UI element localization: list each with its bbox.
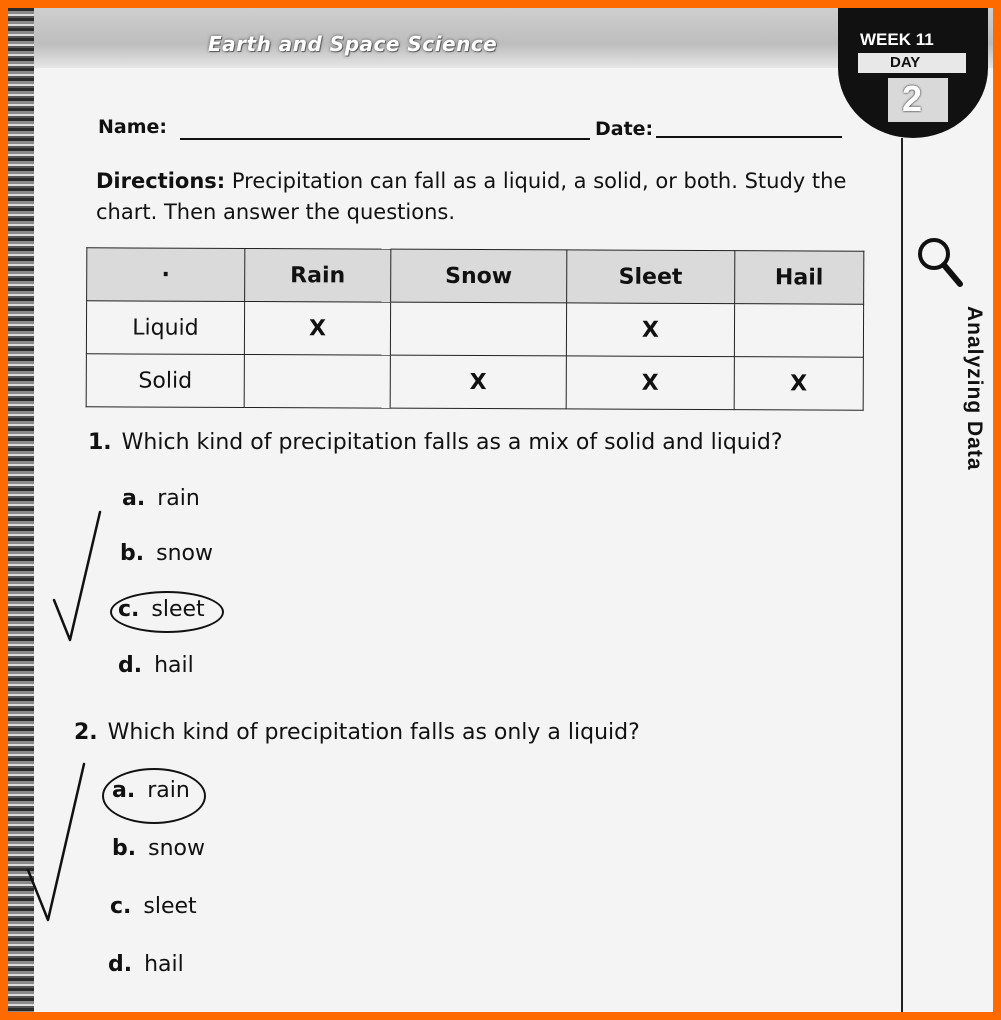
name-label: Name: [98,116,168,138]
question-number: 2. [74,720,98,745]
column-header-hail: Hail [734,251,863,305]
directions [96,166,856,228]
badge-week: WEEK 11 [860,30,934,49]
question-1 [88,430,783,455]
q1-option-a[interactable] [122,486,200,511]
option-letter: a. [122,486,146,511]
precipitation-chart [86,247,865,410]
column-header-snow: Snow [391,249,567,303]
option-text: sleet [143,894,197,919]
row-label: Solid [86,354,244,408]
answer-circle [102,768,206,824]
answer-circle [110,591,224,633]
table-row-liquid [86,301,863,357]
week-day-badge [838,8,988,138]
option-text: snow [148,836,205,861]
option-letter: b. [120,541,145,566]
table-cell [734,304,863,358]
directions-text: Precipitation can fall as a liquid, a solid, or both. Study the chart. Then answer the questions. [96,169,847,224]
option-letter: c. [118,597,140,622]
question-text: Which kind of precipitation falls as a mix of solid and liquid? [121,430,783,455]
column-header-rain: Rain [245,248,391,302]
side-divider [901,138,903,1012]
date-field-line[interactable] [656,136,842,138]
option-letter: b. [112,836,137,861]
worksheet-page [8,8,993,1012]
option-letter: d. [118,653,143,678]
question-2 [74,720,640,745]
option-text: sleet [151,597,205,622]
q1-option-d[interactable] [118,653,194,678]
q1-option-b[interactable] [120,541,213,566]
magnifier-icon [916,236,966,296]
q2-option-b[interactable] [112,836,205,861]
table-cell: X [734,357,863,411]
checkmark-icon [48,508,108,648]
option-text: snow [156,541,213,566]
column-header-sleet: Sleet [567,250,735,304]
option-text: hail [144,952,184,977]
option-letter: a. [112,778,136,803]
table-cell [390,302,566,356]
badge-day-number: 2 [902,78,923,119]
option-text: hail [154,653,194,678]
section-title: Earth and Space Science [208,32,498,56]
directions-label: Directions: [96,169,226,193]
table-corner: · [87,248,245,302]
table-cell: X [390,355,566,409]
table-cell: X [566,356,734,410]
option-letter: d. [108,952,133,977]
table-header-row [87,248,864,304]
table-row-solid [86,354,863,410]
side-label: Analyzing Data [963,306,986,471]
table-cell: X [244,301,390,355]
option-text: rain [157,486,200,511]
q2-option-d[interactable] [108,952,184,977]
question-text: Which kind of precipitation falls as only a liquid? [107,720,640,745]
option-text: rain [147,778,190,803]
table-cell [244,354,390,408]
question-number: 1. [88,430,112,455]
option-letter: c. [110,894,132,919]
row-label: Liquid [86,301,244,355]
table-cell: X [566,303,734,357]
q2-option-c[interactable] [110,894,197,919]
name-field-line[interactable] [180,138,590,140]
checkmark-icon [22,760,92,930]
badge-day-label: DAY [890,54,921,71]
date-label: Date: [595,118,654,140]
